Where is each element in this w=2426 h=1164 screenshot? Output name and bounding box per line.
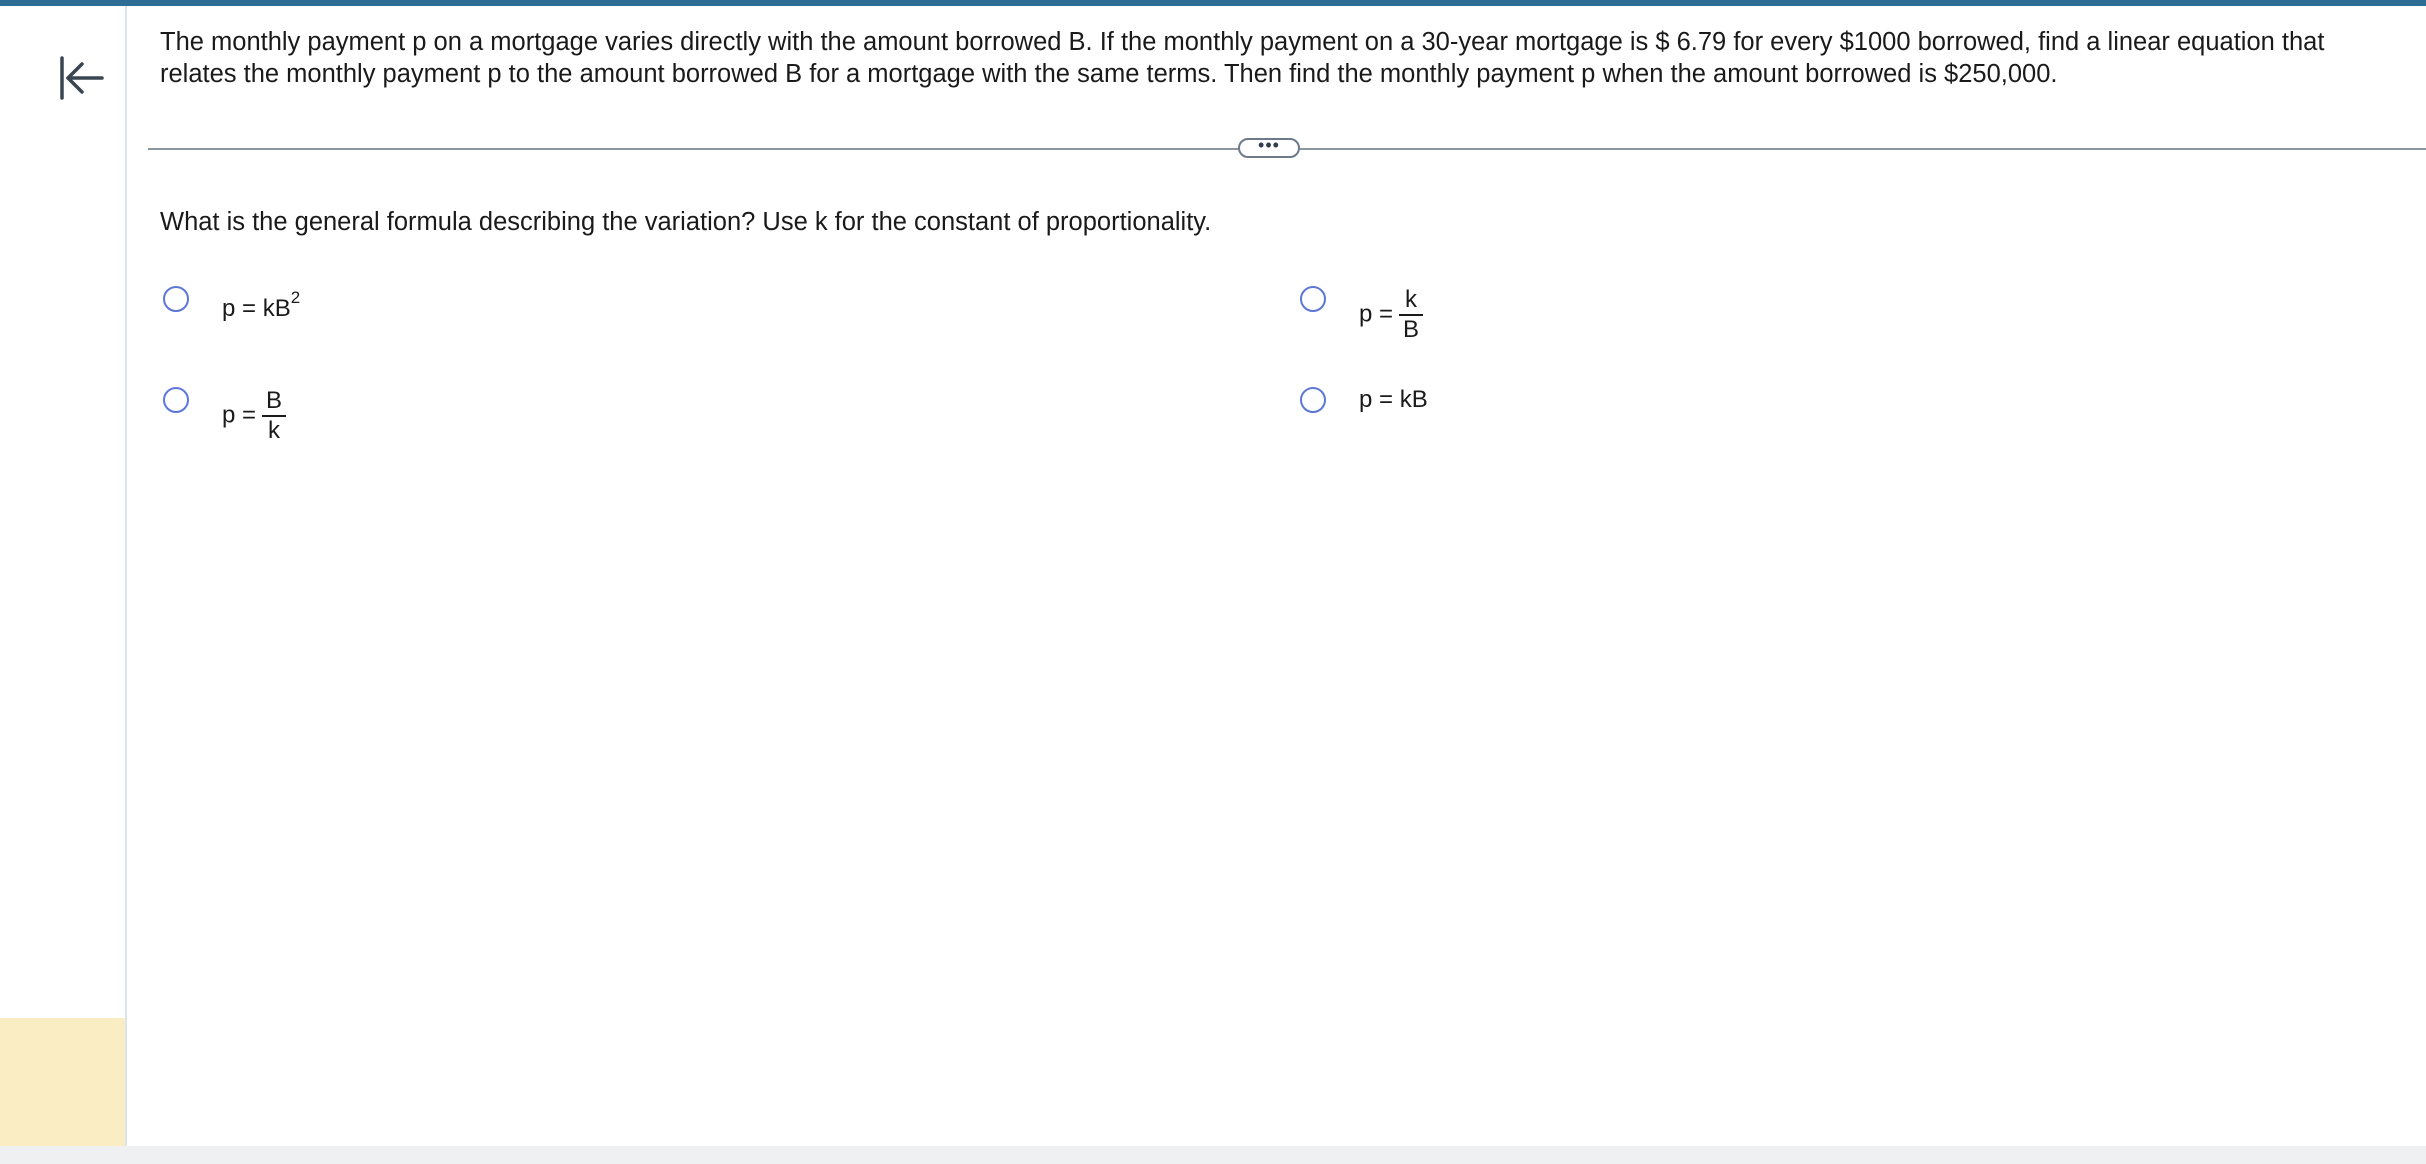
bottom-status-strip — [0, 1146, 2426, 1164]
option-b-lhs: p = — [1359, 300, 1394, 328]
option-b-denominator: B — [1403, 316, 1420, 343]
option-b-radio[interactable] — [1300, 286, 1326, 312]
left-highlight-panel — [0, 1018, 125, 1146]
option-c-fraction — [262, 387, 286, 445]
prompt-text: What is the general formula describing the variation? Use k for the constant of proportionality. — [160, 208, 1212, 236]
option-a-formula — [222, 288, 301, 323]
option-b-numerator: k — [1399, 286, 1423, 316]
option-c-denominator: k — [268, 417, 281, 444]
option-b[interactable] — [1297, 282, 1697, 362]
expand-more-button[interactable]: ••• — [1238, 138, 1300, 158]
question-text: The monthly payment p on a mortgage varies directly with the amount borrowed B. If the monthly payment on a 30-year mortgage is $ 6.79 for every $1000 borrowed, find a linear equation that relates the monthly payment p to the amount borrowed B for a mortgage with the same terms. Then find the monthly payment p when the amount borrowed is $250,000. — [160, 28, 2325, 88]
option-c-lhs: p = — [222, 401, 257, 429]
option-d-formula — [1359, 386, 1428, 414]
option-d[interactable] — [1297, 383, 1697, 443]
option-d-lhs: p = kB — [1359, 386, 1428, 413]
option-b-fraction — [1399, 286, 1423, 344]
option-c-numerator: B — [262, 387, 286, 417]
option-d-radio[interactable] — [1300, 387, 1326, 413]
left-rail — [0, 6, 127, 1146]
option-a-lhs: p = kB — [222, 295, 291, 322]
collapse-panel-button[interactable] — [50, 50, 106, 106]
arrow-left-to-bar-icon — [50, 50, 106, 106]
option-b-formula — [1359, 286, 1423, 344]
option-a[interactable] — [160, 282, 560, 342]
top-accent-bar — [0, 0, 2426, 6]
option-a-radio[interactable] — [163, 286, 189, 312]
option-c-radio[interactable] — [163, 387, 189, 413]
option-c[interactable] — [160, 383, 560, 463]
option-c-formula — [222, 387, 286, 445]
option-a-exponent: 2 — [290, 288, 301, 307]
